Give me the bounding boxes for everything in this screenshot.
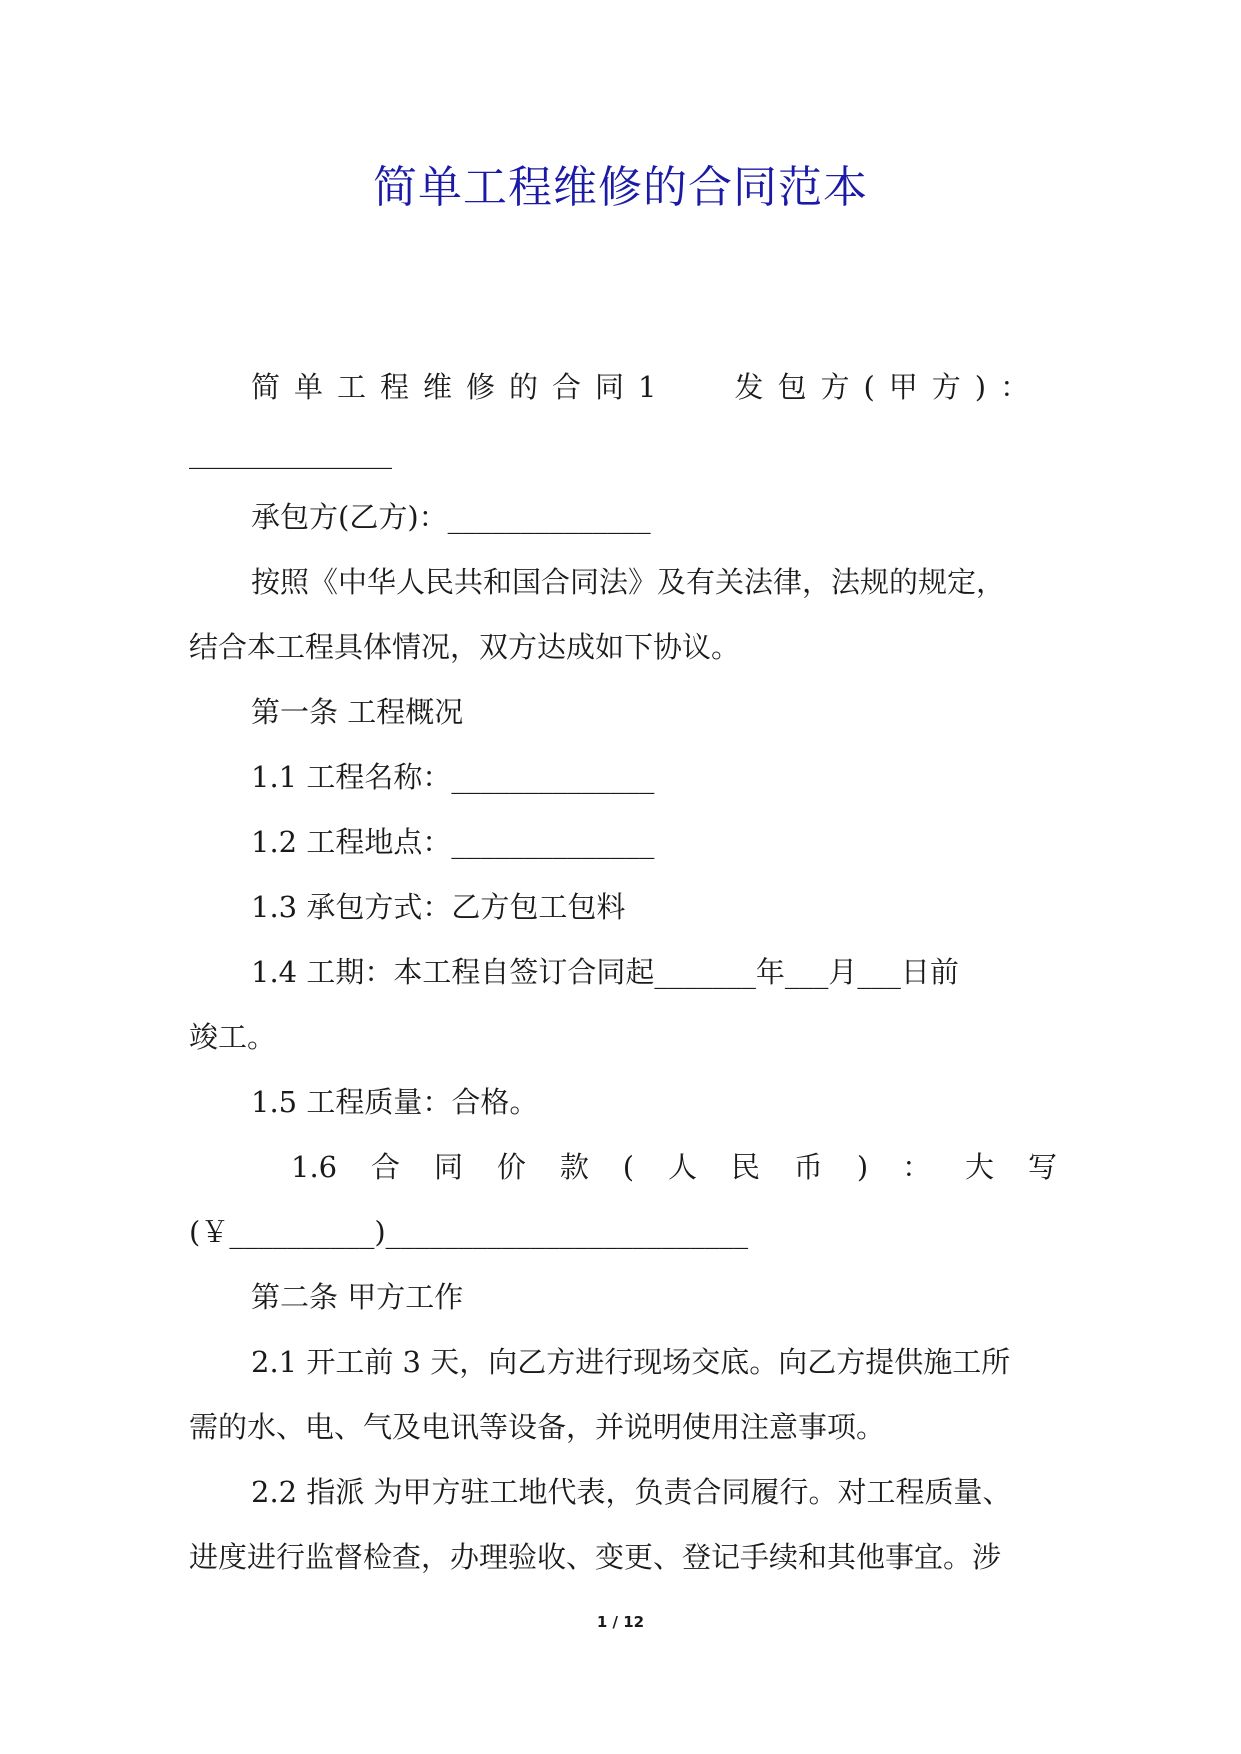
section-heading: 第一条 工程概况 bbox=[251, 695, 464, 729]
contract-name: 简单工程维修的合同1 bbox=[251, 370, 671, 404]
price-line-glyph: 大 bbox=[965, 1150, 995, 1184]
document-body bbox=[189, 355, 1057, 1590]
price-line-glyph: ) bbox=[856, 1150, 869, 1184]
price-line-glyph: 民 bbox=[730, 1150, 760, 1184]
clause-line: 竣工。 bbox=[189, 1020, 277, 1054]
clause-line: 1.4 工期：本工程自签订合同起_______年___月___日前 bbox=[251, 955, 959, 989]
price-line-glyph: 同 bbox=[433, 1150, 463, 1184]
price-line-glyph: ( bbox=[622, 1150, 635, 1184]
contract-heading-line bbox=[189, 355, 1057, 420]
clause-line: 2.1 开工前 3 天，向乙方进行现场交底。向乙方提供施工所 bbox=[251, 1345, 1011, 1379]
price-blank-line: (￥__________)_________________________ bbox=[189, 1215, 749, 1249]
price-line-glyph: 1.6 bbox=[291, 1150, 338, 1184]
price-line-glyph: 写 bbox=[1027, 1150, 1057, 1184]
clause-line: 1.5 工程质量：合格。 bbox=[251, 1085, 539, 1119]
party-a-blank: ______________ bbox=[189, 435, 392, 469]
price-line-glyph: 人 bbox=[668, 1150, 698, 1184]
paragraph-line: 按照《中华人民共和国合同法》及有关法律，法规的规定， bbox=[251, 565, 1006, 599]
clause-line: 需的水、电、气及电讯等设备，并说明使用注意事项。 bbox=[189, 1410, 886, 1444]
document-title: 简单工程维修的合同范本 bbox=[373, 162, 868, 213]
clause-line: 1.1 工程名称：______________ bbox=[251, 760, 655, 794]
paragraph-line: 结合本工程具体情况，双方达成如下协议。 bbox=[189, 630, 741, 664]
clause-price-line bbox=[189, 1135, 1057, 1200]
section-heading: 第二条 甲方工作 bbox=[251, 1280, 464, 1314]
clause-line: 1.2 工程地点：______________ bbox=[251, 825, 655, 859]
party-b-line: 承包方(乙方)：______________ bbox=[251, 500, 651, 534]
party-a-label: 发包方(甲方)： bbox=[734, 370, 1044, 404]
price-line-glyph: 合 bbox=[371, 1150, 401, 1184]
price-line-glyph: 款 bbox=[559, 1150, 589, 1184]
price-line-glyph: 价 bbox=[496, 1150, 526, 1184]
clause-line: 2.2 指派 为甲方驻工地代表，负责合同履行。对工程质量、 bbox=[251, 1475, 1012, 1509]
price-line-glyph: ： bbox=[902, 1150, 932, 1184]
clause-line: 1.3 承包方式：乙方包工包料 bbox=[251, 890, 626, 924]
page-number: 1 / 12 bbox=[596, 1613, 645, 1631]
clause-line: 进度进行监督检查，办理验收、变更、登记手续和其他事宜。涉 bbox=[189, 1540, 1002, 1574]
price-line-glyph: 币 bbox=[793, 1150, 823, 1184]
price-spread bbox=[291, 1135, 1057, 1200]
